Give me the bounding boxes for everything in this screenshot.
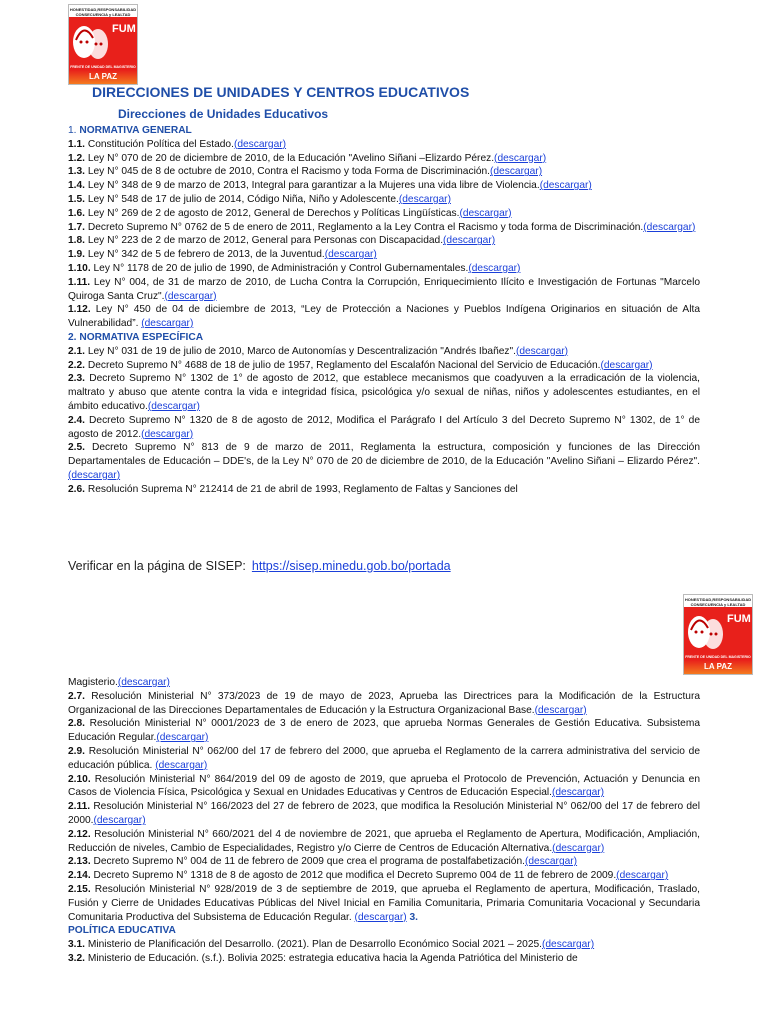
item-number: 2.3. — [68, 373, 85, 385]
download-link[interactable]: (descargar) — [354, 911, 407, 923]
item-text: Decreto Supremo N° 813 de 9 de marzo de 2011, Reglamenta la estructura, composición y funciones de las Dirección Departamentales de Educación – DDE's, de la Ley N° 070 de 20 de diciembre de 2010, de la Educación "Avelino Siñani – Elizardo Pérez". — [68, 442, 700, 468]
section-3-heading: POLÍTICA EDUCATIVA — [68, 925, 176, 937]
download-link[interactable]: (descargar) — [539, 180, 592, 192]
item-number: 1.4. — [68, 180, 85, 192]
download-link[interactable]: (descargar) — [643, 221, 696, 233]
section-2-heading: 2. NORMATIVA ESPECÍFICA — [68, 331, 204, 343]
download-link[interactable]: (descargar) — [600, 359, 653, 371]
download-link[interactable]: (descargar) — [490, 166, 543, 178]
item-number: 2.13. — [68, 856, 91, 868]
page-title: DIRECCIONES DE UNIDADES Y CENTROS EDUCATIVOS — [92, 84, 470, 100]
list-item: 2.6. Resolución Suprema N° 212414 de 21 de abril de 1993, Reglamento de Faltas y Sanciones del — [68, 483, 518, 495]
page1-content — [68, 124, 700, 497]
item-number: 2.12. — [68, 828, 91, 840]
list-item — [68, 441, 700, 482]
item-text: Decreto Supremo N° 004 de 11 de febrero de 2009 que crea el programa de postalfabetización. — [90, 856, 525, 868]
logo-motto: HONESTIDAD,RESPONSABILIDAD CONSECUENCIA y LEALTAD — [684, 597, 752, 607]
list-item — [68, 414, 700, 442]
item-text: Decreto Supremo N° 1320 de 8 de agosto de 2012, Modifica el Parágrafo I del Artículo 3 del Decreto Supremo N° 1302, de 1° de agosto de 2012. — [68, 414, 700, 440]
item-number: 2.8. — [68, 718, 85, 730]
download-link[interactable]: (descargar) — [468, 262, 521, 274]
item-number: 2.2. — [68, 359, 85, 371]
download-link[interactable]: (descargar) — [155, 759, 208, 771]
download-link[interactable]: (descargar) — [551, 787, 605, 799]
list-item — [68, 262, 700, 276]
item-number: 1.3. — [68, 166, 85, 178]
download-link[interactable]: (descargar) — [616, 870, 669, 882]
download-link[interactable]: (descargar) — [524, 856, 578, 868]
item-number: 1.7. — [68, 221, 85, 233]
item-text: Ley N° 031 de 19 de julio de 2010, Marco de Autonomías y Descentralización "Andrés Ibañez". — [85, 345, 516, 357]
list-item — [68, 193, 700, 207]
item-number: 2.15. — [68, 883, 91, 895]
list-item — [68, 303, 700, 331]
download-link[interactable]: (descargar) — [141, 318, 194, 330]
logo-motto: HONESTIDAD,RESPONSABILIDAD CONSECUENCIA y LEALTAD — [69, 7, 137, 17]
list-item — [68, 717, 700, 745]
download-link[interactable]: (descargar) — [147, 400, 200, 412]
list-item — [68, 855, 700, 869]
item-text: Ley N° 045 de 8 de octubre de 2010, Contra el Racismo y toda Forma de Discriminación. — [85, 166, 490, 178]
download-link[interactable]: (descargar) — [443, 235, 496, 247]
download-link[interactable]: (descargar) — [117, 677, 170, 688]
download-link[interactable]: (descargar) — [515, 345, 569, 357]
item-number: 2.1. — [68, 345, 85, 357]
continuation-line: Magisterio.(descargar) — [68, 677, 170, 688]
item-number: 1.9. — [68, 249, 85, 261]
item-text: Ley N° 1178 de 20 de julio de 1990, de Administración y Control Gubernamentales. — [90, 262, 469, 274]
list-item — [68, 800, 700, 828]
item-number: 2.9. — [68, 745, 85, 757]
list-item — [68, 165, 700, 179]
section-3-number: 3. — [409, 911, 418, 923]
item-number: 2.11. — [68, 801, 91, 813]
download-link[interactable]: (descargar) — [93, 814, 146, 826]
item-text: Ley N° 070 de 20 de diciembre de 2010, de la Educación "Avelino Siñani –Elizardo Pérez. — [85, 152, 495, 164]
page2-content — [68, 676, 700, 966]
download-link[interactable]: (descargar) — [534, 704, 587, 716]
item-text: Resolución Ministerial N° 928/2019 de 3 de septiembre de 2019, que aprueba el Reglamento de apertura, Modificación, Traslado, Fusión y Cierre de Unidades Educativas Públicas del Nivel Inicial en Familia Comunitaria, Primaria Comunitaria Vocacional y Secundaria Comunitaria Productiva del Subsistema de Educación Regular. — [68, 883, 700, 923]
item-number: 2.10. — [68, 773, 91, 785]
item-text: Decreto Supremo N° 1318 de 8 de agosto de 2012 que modifica el Decreto Supremo 004 de 11 de febrero de 2009. — [90, 870, 617, 882]
fum-logo — [68, 4, 138, 85]
item-text: Ley N° 450 de 04 de diciembre de 2013, “Ley de Protección a Naciones y Pueblos Indígena Originarios en situación de Alta Vulnerabilidad”. — [68, 304, 700, 330]
item-text: Resolución Ministerial N° 062/00 del 17 de febrero del 2000, que aprueba el Reglamento de la carrera administrativa del servicio de educación pública. — [68, 745, 700, 771]
list-item — [68, 372, 700, 413]
page-subtitle: Direcciones de Unidades Educativos — [118, 107, 329, 121]
item-number: 1.5. — [68, 193, 85, 205]
item-text: Ley N° 269 de 2 de agosto de 2012, General de Derechos y Políticas Lingüísticas. — [85, 207, 460, 219]
list-item — [68, 883, 700, 924]
item-number: 1.2. — [68, 152, 85, 164]
logo-tagline: FRENTE DE UNIDAD DEL MAGISTERIO — [70, 65, 136, 69]
download-link[interactable]: (descargar) — [459, 207, 512, 219]
item-text: Decreto Supremo N° 0762 de 5 de enero de 2011, Reglamento a la Ley Contra el Racismo y toda forma de Discriminación. — [85, 221, 644, 233]
item-text: Resolución Ministerial N° 166/2023 del 27 de febrero de 2023, que modifica la Resolución Ministerial N° 062/00 del 17 de febrero del 2000. — [68, 801, 700, 826]
section-1-heading: 1. NORMATIVA GENERAL — [68, 125, 192, 136]
sisep-link[interactable]: https://sisep.minedu.gob.bo/portada — [251, 559, 451, 573]
list-item: 3.1. Ministerio de Planificación del Desarrollo. (2021). Plan de Desarrollo Económico Social 2021 – 2025.(descargar) — [68, 939, 595, 951]
list-item — [68, 773, 700, 801]
download-link[interactable]: (descargar) — [398, 193, 451, 205]
list-item — [68, 221, 700, 235]
item-number: 2.5. — [68, 442, 85, 454]
item-text: Ley N° 348 de 9 de marzo de 2013, Integral para garantizar a la Mujeres una vida libre de Violencia. — [85, 180, 540, 192]
download-link[interactable]: (descargar) — [552, 842, 605, 854]
download-link[interactable]: (descargar) — [233, 138, 287, 150]
list-item — [68, 869, 700, 883]
item-number: 2.4. — [68, 414, 85, 426]
logo-art — [69, 17, 137, 70]
item-text: Ley N° 004, de 31 de marzo de 2010, de Lucha Contra la Corrupción, Enriquecimiento Ilícito e Investigación de Fortunas "Marcelo Quiroga Santa Cruz". — [68, 276, 700, 302]
item-number: 2.7. — [68, 690, 85, 702]
item-text: Decreto Supremo N° 4688 de 18 de julio de 1957, Reglamento del Escalafón Nacional del Servicio de Educación. — [85, 359, 601, 371]
item-text: Ley N° 548 de 17 de julio de 2014, Código Niña, Niño y Adolescente. — [85, 193, 399, 205]
list-item — [68, 745, 700, 773]
list-item — [68, 345, 700, 359]
list-item — [68, 276, 700, 304]
logo-faces-icon — [71, 20, 111, 66]
verify-note: Verificar en la página de SISEP: https://sisep.minedu.gob.bo/portada — [68, 559, 451, 573]
item-number: 1.6. — [68, 207, 85, 219]
list-item: 3.2. Ministerio de Educación. (s.f.). Bolivia 2025: estrategia educativa hacia la Agenda Patriótica del Ministerio de — [68, 952, 578, 964]
list-item — [68, 359, 700, 373]
download-link[interactable]: (descargar) — [324, 249, 377, 261]
logo-brand: FUM — [112, 23, 136, 35]
logo-city: LA PAZ — [684, 660, 752, 674]
item-number: 1.11. — [68, 276, 91, 288]
list-item — [68, 248, 700, 262]
list-item — [68, 207, 700, 221]
item-number: 2.14. — [68, 870, 91, 882]
logo-city: LA PAZ — [69, 70, 137, 84]
list-item — [68, 234, 700, 248]
item-text: Ley N° 223 de 2 de marzo de 2012, General para Personas con Discapacidad. — [85, 235, 444, 247]
item-number: 1.12. — [68, 304, 91, 316]
list-item — [68, 138, 700, 152]
logo-art — [684, 607, 752, 660]
download-link[interactable]: (descargar) — [68, 469, 121, 481]
list-item — [68, 179, 700, 193]
item-number: 1.10. — [68, 262, 91, 274]
item-number: 1.8. — [68, 235, 85, 247]
logo-faces-icon — [686, 610, 726, 656]
item-text: Ley N° 342 de 5 de febrero de 2013, de la Juventud. — [85, 249, 325, 261]
item-text: Resolución Ministerial N° 864/2019 del 09 de agosto de 2019, que aprueba el Protocolo de Prevención, Actuación y Denuncia en Casos de Violencia Física, Psicológica y Sexual en Unidades Educativas y Centros de Educación Especial. — [68, 773, 700, 799]
list-item — [68, 152, 700, 166]
list-item — [68, 828, 700, 856]
download-link[interactable]: (descargar) — [164, 290, 217, 302]
download-link[interactable]: (descargar) — [494, 152, 547, 164]
item-number: 1.1. — [68, 138, 85, 150]
item-text: Constitución Política del Estado. — [85, 138, 234, 150]
item-text: Resolución Ministerial N° 373/2023 de 19 de mayo de 2023, Aprueba las Directrices para la Modificación de la Estructura Organizacional de las Direcciones Departamentales de Educación y la Estructura Organizacional Base. — [68, 690, 700, 716]
download-link[interactable]: (descargar) — [141, 428, 194, 440]
download-link[interactable]: (descargar) — [542, 939, 595, 951]
item-text: Resolución Ministerial N° 660/2021 del 4 de noviembre de 2021, que aprueba el Reglamento de Apertura, Modificación, Ampliación, Reducción de niveles, Cambio de Especialidades, Registro y/o Cierre de Centros de Educación Alternativa. — [68, 828, 700, 854]
list-item — [68, 690, 700, 718]
item-text: Resolución Ministerial N° 0001/2023 de 3 de enero de 2023, que aprueba Normas Generales de Gestión Educativa. Subsistema Educación Regular. — [68, 718, 700, 744]
fum-logo-page2 — [683, 594, 753, 675]
download-link[interactable]: (descargar) — [156, 732, 209, 744]
logo-tagline: FRENTE DE UNIDAD DEL MAGISTERIO — [685, 655, 751, 659]
logo-brand: FUM — [727, 613, 751, 625]
item-text: Decreto Supremo N° 1302 de 1° de agosto de 2012, que establece mecanismos que coadyuven a la erradicación de la violencia, maltrato y abuso que atente contra la vida e integridad física, psicológica y/o sexual de niñas, niños y adolescentes estudiantes, en el ámbito educativo. — [68, 373, 700, 412]
